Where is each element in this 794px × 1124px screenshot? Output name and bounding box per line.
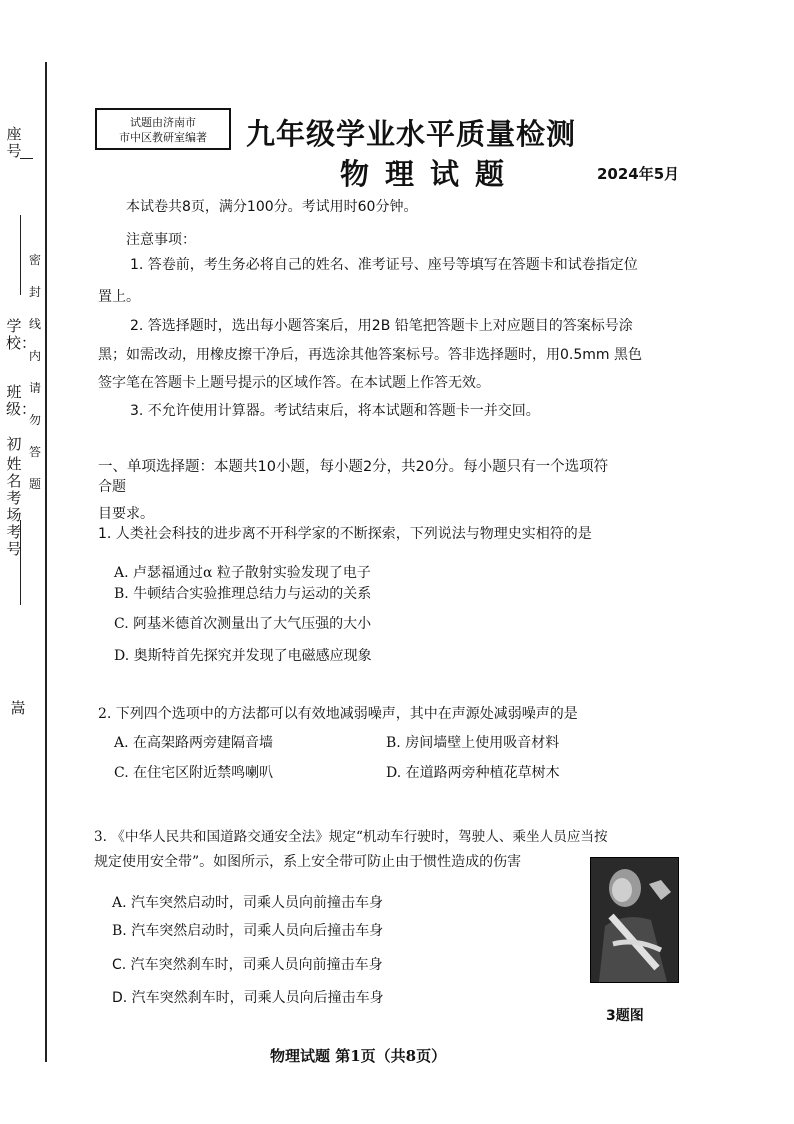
school-label: 学校： [6,317,37,352]
publisher-line-2: 市中区教研室编著 [119,131,207,144]
section-1-heading-cont: 合题 [98,479,126,495]
question-1-option-b: B. 牛顿结合实验推理总结力与运动的关系 [114,586,372,602]
grade-label: 初 [6,435,22,453]
question-1-option-c: C. 阿基米德首次测量出了大气压强的大小 [114,616,372,632]
question-2-option-b: B. 房间墙壁上使用吸音材料 [386,735,560,751]
question-3-stem-line-2: 规定使用安全带”。如图所示，系上安全带可防止由于惯性造成的伤害 [94,854,522,870]
seat-underline [20,158,33,159]
question-3-stem-line-1: 3. 《中华人民共和国道路交通安全法》规定“机动车行驶时，驾驶人、乘坐人员应当按 [94,829,608,845]
margin-line-outer [45,62,47,1062]
exam-title: 九年级学业水平质量检测 [246,117,577,151]
note-2-line-3: 签字笔在答题卡上题号提示的区域作答。在本试题上作答无效。 [98,375,490,391]
seat-label: 座号 [6,125,22,160]
note-1-line-1: 1. 答卷前，考生务必将自己的姓名、准考证号、座号等填写在答题卡和试卷指定位 [130,257,638,273]
question-2-option-a: A. 在高架路两旁建隔音墙 [114,735,274,751]
figure-3-caption: 3题图 [606,1008,644,1024]
exam-date: 2024年5月 [597,165,680,183]
section-1-heading: 一、单项选择题：本题共10小题，每小题2分，共20分。每小题只有一个选项符 [98,459,609,475]
seatbelt-photo [590,857,679,983]
notes-heading: 注意事项： [126,232,196,248]
publisher-line-1: 试题由济南市 [130,116,196,129]
question-1-option-a: A. 卢瑟福通过α 粒子散射实验发现了电子 [114,565,371,581]
question-1-stem: 1. 人类社会科技的进步离不开科学家的不断探索，下列说法与物理史实相符的是 [98,526,592,542]
section-1-heading-end: 目要求。 [98,506,154,522]
note-2-line-1: 2. 答选择题时，选出每小题答案后，用2B 铅笔把答题卡上对应题目的答案标号涂 [130,318,633,334]
question-3-option-a: A. 汽车突然启动时，司乘人员向前撞击车身 [112,895,384,911]
question-2-option-d: D. 在道路两旁种植花草树木 [386,765,560,781]
question-3-option-b: B. 汽车突然启动时，司乘人员向后撞击车身 [112,923,384,939]
sealed-line-notice: 密封线内请勿答题 [28,253,41,491]
intro-text: 本试卷共8页，满分100分。考试用时60分钟。 [126,199,418,215]
question-3-option-c: C. 汽车突然刹车时，司乘人员向前撞击车身 [112,957,383,973]
note-2-line-2: 黑；如需改动，用橡皮擦干净后，再选涂其他答案标号。答非选择题时，用0.5mm 黑色 [98,347,642,363]
page-footer: 物理试题 第1页（共8页） [270,1047,447,1065]
seatbelt-photo-drawing [591,858,678,982]
publisher-box [95,108,231,150]
subject-title: 物理试题 [340,157,521,191]
question-1-option-d: D. 奥斯特首先探究并发现了电磁感应现象 [114,648,372,664]
name-exam-label: 姓名考场考号 [6,455,22,558]
question-2-option-c: C. 在住宅区附近禁鸣喇叭 [114,765,274,781]
margin-line-inner-top [20,215,21,295]
question-3-option-d: D. 汽车突然刹车时，司乘人员向后撞击车身 [112,990,384,1006]
note-3: 3. 不允许使用计算器。考试结束后，将本试题和答题卡一并交回。 [130,403,540,419]
note-1-line-2: 置上。 [98,289,140,305]
class-label: 班级： [6,383,37,418]
bottom-margin-mark: 嵩 [10,699,26,717]
question-2-stem: 2. 下列四个选项中的方法都可以有效地减弱噪声，其中在声源处减弱噪声的是 [98,706,578,722]
